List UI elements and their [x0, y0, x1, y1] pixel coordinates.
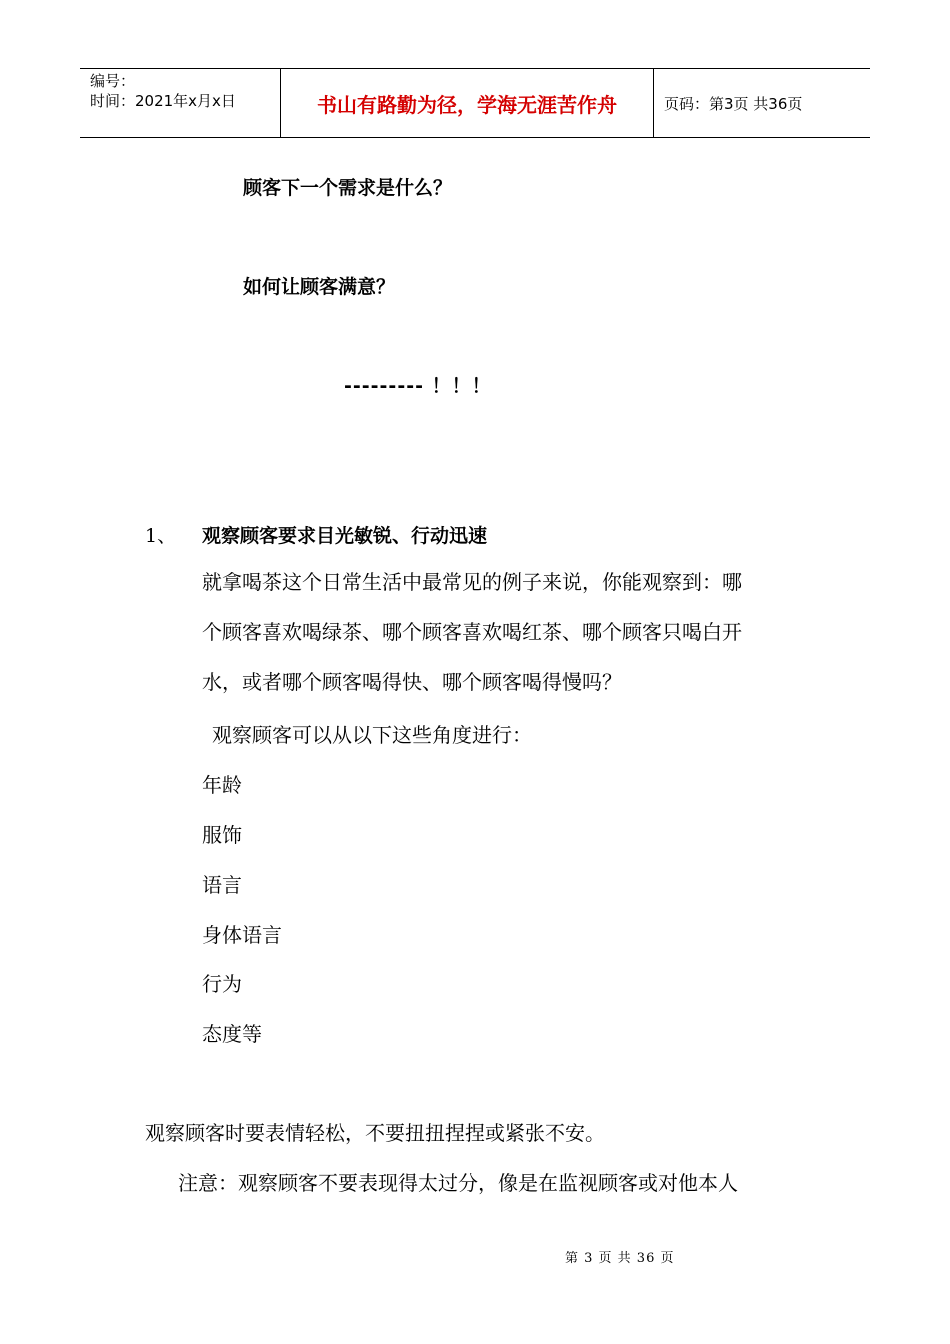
header-page-info: 页码：第3页 共36页 [664, 94, 803, 113]
angle-item: 身体语言 [202, 923, 282, 947]
document-header [80, 68, 870, 138]
separator-line: --------- ！！！ [344, 375, 492, 397]
number-label: 编号： [90, 72, 136, 90]
paragraph-line: 水，或者哪个顾客喝得快、哪个顾客喝得慢吗？ [202, 670, 622, 694]
paragraph-line: 个顾客喜欢喝绿茶、哪个顾客喜欢喝红茶、哪个顾客只喝白开 [202, 620, 742, 644]
angles-intro: 观察顾客可以从以下这些角度进行： [212, 723, 532, 747]
header-meta [80, 69, 281, 137]
paragraph-line: 就拿喝茶这个日常生活中最常见的例子来说，你能观察到：哪 [202, 570, 742, 594]
angle-item: 语言 [202, 873, 242, 897]
tip-note: 注意：观察顾客不要表现得太过分，像是在监视顾客或对他本人 [178, 1171, 738, 1195]
tip-relaxed: 观察顾客时要表情轻松，不要扭扭捏捏或紧张不安。 [145, 1121, 605, 1145]
angle-item: 态度等 [202, 1022, 262, 1046]
section-paragraph [202, 557, 742, 707]
angle-item: 年龄 [202, 773, 242, 797]
page-footer: 第 3 页 共 36 页 [565, 1251, 675, 1266]
angle-item: 行为 [202, 972, 242, 996]
time-label: 时间：2021年x月x日 [90, 92, 236, 110]
section-number: 1、 [145, 525, 177, 547]
section-title: 观察顾客要求目光敏锐、行动迅速 [202, 525, 488, 547]
question-satisfaction: 如何让顾客满意？ [243, 276, 396, 298]
header-motto: 书山有路勤为径，学海无涯苦作舟 [281, 69, 654, 137]
angle-item: 服饰 [202, 823, 242, 847]
question-next-need: 顾客下一个需求是什么？ [243, 177, 453, 199]
